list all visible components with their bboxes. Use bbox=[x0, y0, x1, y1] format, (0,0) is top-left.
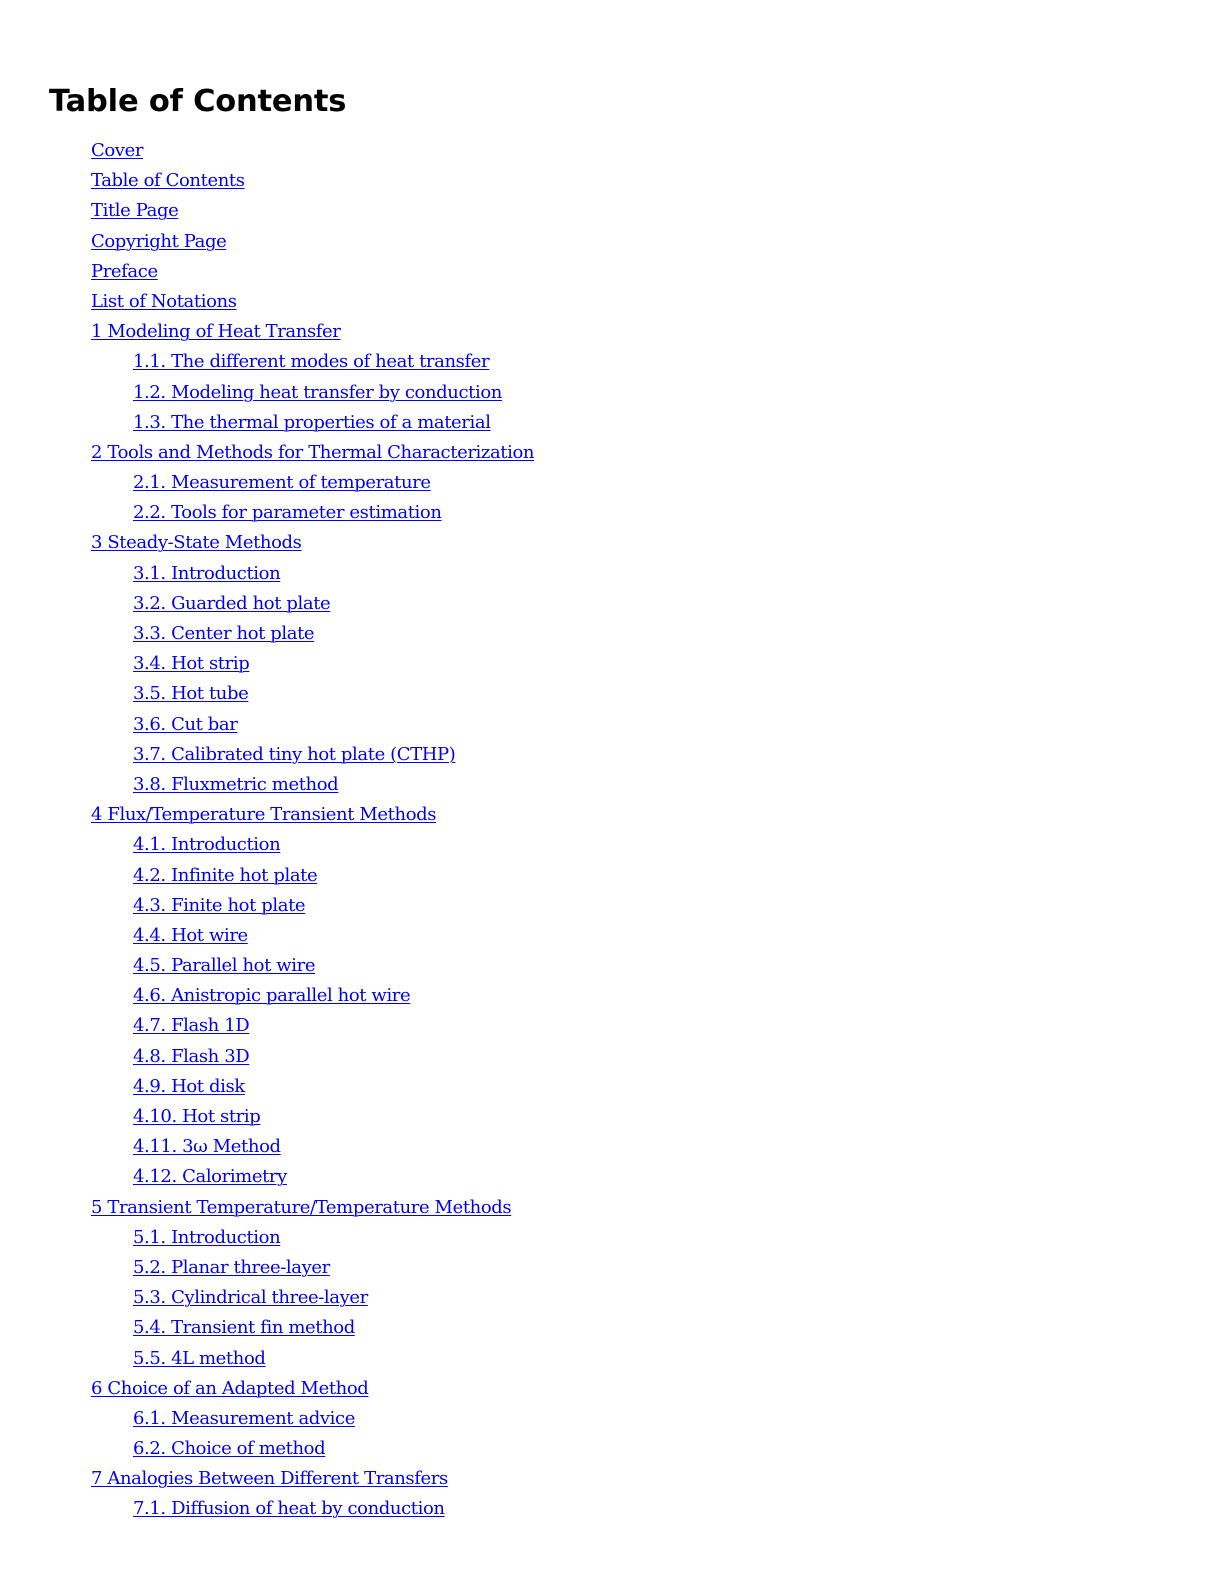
toc-chapter-item bbox=[0, 1193, 1224, 1223]
toc-section-item bbox=[0, 981, 1224, 1011]
toc-section-item bbox=[0, 649, 1224, 679]
toc-chapter-item bbox=[0, 136, 1224, 166]
toc-section-link[interactable]: 6.1. Measurement advice bbox=[133, 1407, 355, 1429]
toc-section-link[interactable]: 4.7. Flash 1D bbox=[133, 1015, 250, 1037]
toc-section-item bbox=[0, 1102, 1224, 1132]
toc-section-item bbox=[0, 559, 1224, 589]
toc-section-item bbox=[0, 861, 1224, 891]
toc-section-item bbox=[0, 951, 1224, 981]
toc-chapter-item bbox=[0, 438, 1224, 468]
toc-section-link[interactable]: 3.7. Calibrated tiny hot plate (CTHP) bbox=[133, 743, 456, 765]
toc-section-link[interactable]: 3.1. Introduction bbox=[133, 562, 281, 584]
toc-section-item bbox=[0, 378, 1224, 408]
toc-section-link[interactable]: 1.1. The different modes of heat transfer bbox=[133, 351, 490, 373]
toc-section-item bbox=[0, 1283, 1224, 1313]
toc-section-item bbox=[0, 619, 1224, 649]
toc-section-link[interactable]: 5.2. Planar three-layer bbox=[133, 1256, 330, 1278]
toc-section-item bbox=[0, 498, 1224, 528]
toc-section-link[interactable]: 4.12. Calorimetry bbox=[133, 1166, 287, 1188]
toc-chapter-item bbox=[0, 227, 1224, 257]
toc-section-item bbox=[0, 921, 1224, 951]
toc-chapter-item bbox=[0, 528, 1224, 558]
toc-section-link[interactable]: 5.3. Cylindrical three-layer bbox=[133, 1287, 368, 1309]
toc-section-link[interactable]: 5.4. Transient fin method bbox=[133, 1317, 355, 1339]
toc-section-link[interactable]: 4.8. Flash 3D bbox=[133, 1045, 250, 1067]
toc-section-link[interactable]: 1.3. The thermal properties of a material bbox=[133, 411, 491, 433]
toc-section-link[interactable]: 4.9. Hot disk bbox=[133, 1075, 245, 1097]
toc-chapter-link[interactable]: 1 Modeling of Heat Transfer bbox=[91, 321, 341, 343]
toc-section-item bbox=[0, 1132, 1224, 1162]
toc-section-item bbox=[0, 347, 1224, 377]
toc-section-item bbox=[0, 1162, 1224, 1192]
toc-section-item bbox=[0, 408, 1224, 438]
toc-section-link[interactable]: 3.2. Guarded hot plate bbox=[133, 592, 331, 614]
toc-chapter-link[interactable]: 4 Flux/Temperature Transient Methods bbox=[91, 804, 437, 826]
toc-section-link[interactable]: 4.4. Hot wire bbox=[133, 924, 248, 946]
toc-chapter-item bbox=[0, 166, 1224, 196]
toc-section-item bbox=[0, 589, 1224, 619]
toc-chapter-item bbox=[0, 1464, 1224, 1494]
toc-section-link[interactable]: 2.2. Tools for parameter estimation bbox=[133, 502, 442, 524]
toc-section-link[interactable]: 3.6. Cut bar bbox=[133, 713, 238, 735]
toc-section-item bbox=[0, 679, 1224, 709]
toc-list bbox=[0, 136, 1224, 1525]
toc-section-link[interactable]: 4.3. Finite hot plate bbox=[133, 894, 306, 916]
toc-section-link[interactable]: 4.10. Hot strip bbox=[133, 1106, 261, 1127]
toc-section-link[interactable]: 3.4. Hot strip bbox=[133, 653, 250, 675]
toc-section-link[interactable]: 4.11. 3ω Method bbox=[133, 1136, 281, 1158]
toc-section-item bbox=[0, 1011, 1224, 1041]
toc-section-link[interactable]: 4.6. Anistropic parallel hot wire bbox=[133, 985, 411, 1007]
toc-chapter-link[interactable]: 2 Tools and Methods for Thermal Characterization bbox=[91, 441, 535, 463]
toc-section-link[interactable]: 3.5. Hot tube bbox=[133, 683, 249, 705]
toc-section-link[interactable]: 2.1. Measurement of temperature bbox=[133, 472, 431, 494]
toc-section-link[interactable]: 4.5. Parallel hot wire bbox=[133, 955, 316, 977]
toc-chapter-link[interactable]: Preface bbox=[91, 260, 158, 282]
toc-section-item bbox=[0, 830, 1224, 860]
toc-section-link[interactable]: 3.8. Fluxmetric method bbox=[133, 773, 339, 795]
toc-chapter-link[interactable]: 3 Steady-State Methods bbox=[91, 532, 302, 554]
toc-chapter-link[interactable]: Cover bbox=[91, 140, 144, 161]
toc-section-link[interactable]: 4.2. Infinite hot plate bbox=[133, 864, 318, 886]
toc-chapter-item bbox=[0, 1374, 1224, 1404]
toc-chapter-link[interactable]: 6 Choice of an Adapted Method bbox=[91, 1377, 369, 1399]
toc-chapter-link[interactable]: 7 Analogies Between Different Transfers bbox=[91, 1468, 448, 1490]
toc-chapter-link[interactable]: List of Notations bbox=[91, 290, 237, 312]
toc-section-link[interactable]: 6.2. Choice of method bbox=[133, 1438, 326, 1460]
toc-chapter-item bbox=[0, 800, 1224, 830]
toc-section-link[interactable]: 4.1. Introduction bbox=[133, 834, 281, 856]
toc-section-link[interactable]: 1.2. Modeling heat transfer by conduction bbox=[133, 381, 502, 403]
toc-section-item bbox=[0, 1042, 1224, 1072]
toc-section-item bbox=[0, 1253, 1224, 1283]
page-title: Table of Contents bbox=[49, 84, 347, 119]
toc-section-item bbox=[0, 740, 1224, 770]
toc-section-item bbox=[0, 1313, 1224, 1343]
toc-section-link[interactable]: 5.5. 4L method bbox=[133, 1347, 266, 1369]
toc-section-item bbox=[0, 1223, 1224, 1253]
toc-section-link[interactable]: 5.1. Introduction bbox=[133, 1226, 281, 1248]
toc-chapter-item bbox=[0, 287, 1224, 317]
toc-section-item bbox=[0, 770, 1224, 800]
toc-chapter-link[interactable]: 5 Transient Temperature/Temperature Methods bbox=[91, 1196, 512, 1218]
toc-section-item bbox=[0, 891, 1224, 921]
toc-chapter-item bbox=[0, 317, 1224, 347]
toc-section-item bbox=[0, 1404, 1224, 1434]
toc-section-item bbox=[0, 1344, 1224, 1374]
toc-section-item bbox=[0, 1434, 1224, 1464]
toc-section-item bbox=[0, 1494, 1224, 1524]
toc-section-item bbox=[0, 468, 1224, 498]
toc-section-item bbox=[0, 1072, 1224, 1102]
toc-section-item bbox=[0, 710, 1224, 740]
toc-section-link[interactable]: 3.3. Center hot plate bbox=[133, 623, 315, 644]
toc-section-link[interactable]: 7.1. Diffusion of heat by conduction bbox=[133, 1498, 445, 1520]
toc-chapter-item bbox=[0, 257, 1224, 287]
toc-chapter-link[interactable]: Table of Contents bbox=[91, 170, 245, 192]
toc-chapter-link[interactable]: Copyright Page bbox=[91, 230, 227, 252]
toc-chapter-link[interactable]: Title Page bbox=[91, 200, 179, 222]
toc-chapter-item bbox=[0, 196, 1224, 226]
